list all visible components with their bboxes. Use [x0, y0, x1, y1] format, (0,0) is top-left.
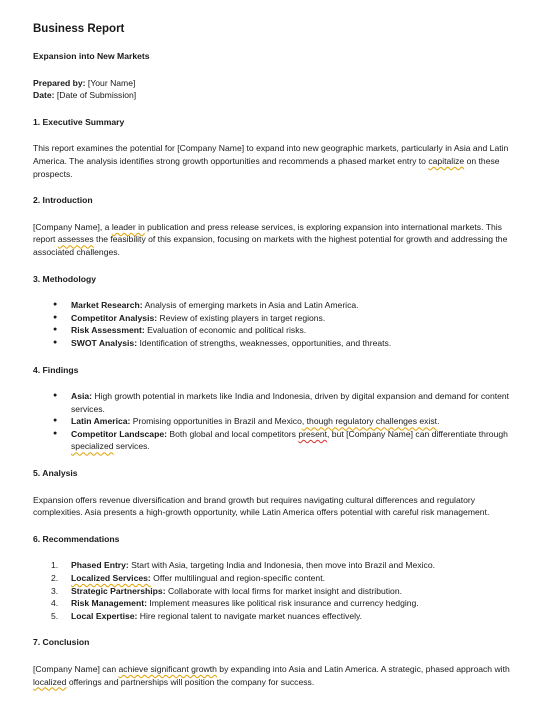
spellcheck-underline[interactable]: capitalize: [428, 155, 465, 166]
list-number: 3.: [51, 585, 59, 596]
intro-text-b: publication and press release services, is exploring expansion into international markets. This report: [33, 221, 502, 245]
recommendations-heading: 6. Recommendations: [33, 533, 120, 544]
list-item-text: Collaborate with local firms for market insight and distribution.: [165, 585, 402, 596]
spellcheck-underline[interactable]: localized: [33, 676, 67, 687]
introduction-paragraph: [33, 221, 523, 259]
document-subtitle: Expansion into New Markets: [33, 51, 150, 61]
list-item-text: Start with Asia, targeting India and Indonesia, then move into Brazil and Mexico.: [128, 560, 436, 571]
list-item-text: Analysis of emerging markets in Asia and Latin America.: [142, 300, 359, 311]
spellcheck-underline[interactable]: assesses: [57, 234, 94, 245]
spellcheck-underline[interactable]: leader in: [111, 221, 145, 232]
list-item-label: Localized Services:: [71, 573, 151, 584]
analysis-paragraph: Expansion offers revenue diversification and brand growth but requires navigating cultural differences and regulatory complexities. Asia presents a high-growth opportunity, while Latin America offers potential with careful risk management.: [33, 494, 490, 518]
list-item: [51, 585, 523, 598]
list-item: [51, 572, 523, 585]
document-title: Business Report: [33, 23, 125, 35]
list-item-label: Local Expertise:: [71, 610, 138, 621]
list-item-text-end: .: [437, 416, 440, 427]
intro-text-a: [Company Name], a: [33, 221, 112, 232]
methodology-heading: 3. Methodology: [33, 273, 97, 284]
spellcheck-underline[interactable]: present: [298, 428, 328, 439]
conclusion-heading: 7. Conclusion: [33, 637, 90, 648]
date-value: [Date of Submission]: [54, 90, 137, 101]
list-item: [71, 312, 523, 325]
list-item-label: Market Research:: [71, 300, 143, 311]
executive-summary-heading: 1. Executive Summary: [33, 116, 125, 127]
list-item-label: Latin America:: [71, 416, 131, 427]
executive-summary-paragraph: [33, 142, 523, 180]
list-item-text: Evaluation of economic and political risks.: [144, 325, 307, 336]
introduction-heading: 2. Introduction: [33, 195, 93, 206]
list-item-label: Risk Management:: [71, 598, 147, 609]
prepared-by-line: [33, 77, 523, 90]
spellcheck-underline[interactable]: specialized: [71, 441, 114, 452]
exec-text: This report examines the potential for [Company Name] to expand into new geographic markets, particularly in Asia and Latin America. The analysis identifies strong growth opportunities and recommends a phased market entry to: [33, 143, 509, 166]
list-item-text-end: services.: [113, 441, 150, 452]
list-number: 2.: [51, 573, 59, 584]
date-label: Date:: [33, 90, 55, 101]
list-item-label: Competitor Analysis:: [71, 312, 158, 323]
list-item-label: Strategic Partnerships:: [71, 585, 166, 596]
document-meta: [33, 77, 523, 102]
date-line: [33, 89, 523, 102]
list-number: 1.: [51, 560, 59, 571]
findings-list: [33, 390, 523, 453]
list-item-text: High growth potential in markets like India and Indonesia, driven by digital expansion and demand for content services.: [71, 391, 510, 414]
list-item: [71, 299, 523, 312]
list-item-label: Phased Entry:: [71, 560, 129, 571]
list-item: [71, 324, 523, 337]
prepared-by-value: [Your Name]: [85, 77, 136, 88]
list-item-text: Implement measures like political risk insurance and currency hedging.: [146, 598, 419, 609]
exec-text-end: on these prospects.: [33, 155, 500, 179]
analysis-heading: 5. Analysis: [33, 468, 78, 479]
list-item: [71, 428, 523, 453]
conclusion-paragraph: [33, 663, 523, 688]
list-item: [71, 390, 523, 415]
recommendations-list: [33, 559, 523, 622]
conclusion-text-b: by expanding into Asia and Latin America. A strategic, phased approach with: [216, 664, 510, 674]
intro-text-c: the feasibility of this expansion, focusing on markets with the highest potential for growth and addressing the associated challenges.: [33, 234, 508, 257]
list-item: [51, 597, 523, 610]
list-item-text: Both global and local competitors: [166, 428, 299, 439]
list-item: [51, 610, 523, 623]
list-item: [71, 337, 523, 350]
list-item-label: Risk Assessment:: [71, 325, 145, 336]
list-number: 5.: [51, 610, 59, 621]
spellcheck-underline[interactable]: achieve significant growth: [118, 664, 217, 674]
list-item-label: Asia:: [71, 391, 93, 402]
list-item-text-b: , but [Company Name] can differentiate through: [327, 428, 508, 439]
list-item: [71, 415, 523, 428]
list-item-text: Review of existing players in target regions.: [157, 312, 326, 323]
list-number: 4.: [51, 598, 59, 609]
list-item-text: Offer multilingual and region-specific content.: [150, 573, 325, 584]
list-item: [51, 559, 523, 572]
list-item-text: Hire regional talent to navigate market nuances effectively.: [137, 610, 363, 621]
conclusion-text-c: offerings and partnerships will position the company for success.: [66, 676, 315, 687]
spellcheck-underline[interactable]: , though regulatory challenges exist: [301, 416, 438, 427]
list-item-label: Competitor Landscape:: [71, 428, 167, 439]
conclusion-text-a: [Company Name] can: [33, 664, 119, 674]
methodology-list: [33, 299, 523, 349]
findings-heading: 4. Findings: [33, 364, 79, 375]
prepared-by-label: Prepared by:: [33, 77, 86, 88]
list-item-label: SWOT Analysis:: [71, 337, 138, 348]
list-item-text: Identification of strengths, weaknesses, opportunities, and threats.: [137, 337, 392, 348]
list-item-text: Promising opportunities in Brazil and Mexico: [130, 416, 302, 427]
